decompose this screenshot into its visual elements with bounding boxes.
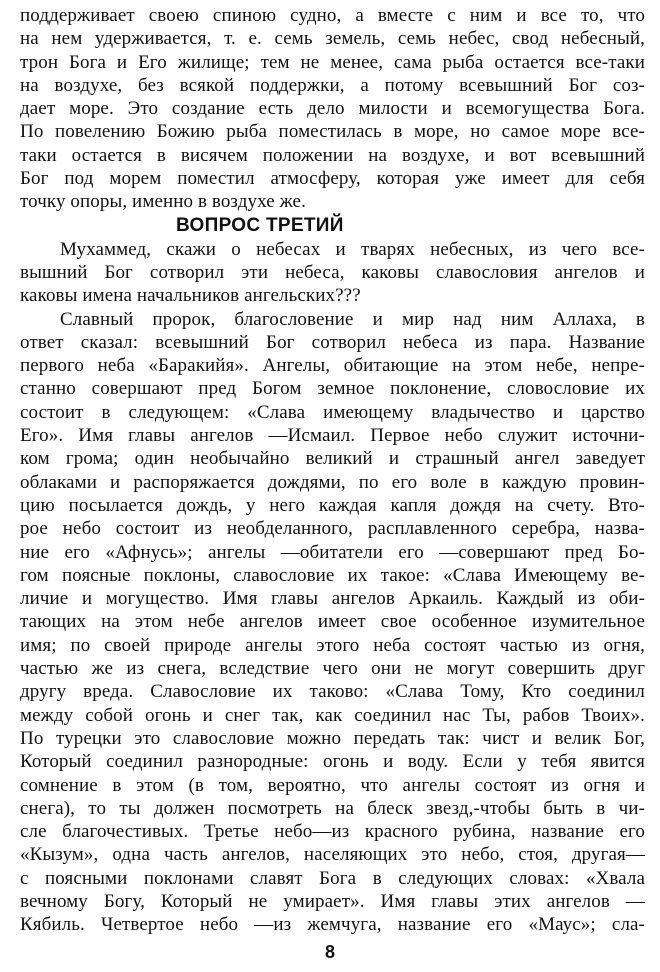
text-line: на воздухе, без всякой поддержки, а потому всевышний Бог соз- (20, 74, 645, 96)
text-line: вышний Бог сотворил эти небеса, каковы славословия ангелов и (20, 261, 645, 283)
text-line: личие и могущество. Имя главы ангелов Аркаиль. Каждый из оби- (20, 588, 645, 610)
text-line: имя; по своей природе ангелы этого неба состоят частью из огня, (20, 634, 645, 656)
page-text (20, 4, 645, 937)
text-line: точку опоры, именно в воздухе же. (20, 191, 306, 213)
text-line: частью же из снега, вследствие чего они не могут совершить друг (20, 658, 645, 680)
text-line: состоит в следующем: «Слава имеющему владычество и царство (20, 401, 645, 423)
text-line: с поясными поклонами славят Бога в следующих словах: «Хвала (20, 867, 645, 889)
text-line: Кябиль. Четвертое небо —из жемчуга, название его «Маус»; сла- (20, 914, 645, 936)
text-line: первого неба «Баракийя». Ангелы, обитающие на этом небе, непре- (20, 355, 645, 377)
text-line: другу вреда. Славословие их таково: «Слава Тому, Кто соединил (20, 681, 645, 703)
text-line: Славный пророк, благословение и мир над ним Аллаха, в (60, 308, 645, 330)
text-line: поддерживает своею спиною судно, а вместе с ним и все то, что (20, 5, 645, 26)
text-line: трон Бога и Его жилище; тем не менее, сама рыба остается все-таки (20, 51, 645, 73)
page-number: 8 (324, 942, 335, 962)
text-line: рое небо состоит из необделанного, расплавленного серебра, назва- (20, 518, 645, 540)
text-line: станно совершают пред Богом земное поклонение, словословие их (20, 378, 645, 400)
text-line: на нем удерживается, т. е. семь земель, семь небес, свод небесный, (20, 28, 645, 50)
text-line: Мухаммед, скажи о небесах и тварях небесных, из чего все- (60, 238, 645, 260)
text-line: ком грома; один необычайно великий и страшный ангел заведует (20, 448, 645, 470)
text-line: дает море. Это создание есть дело милости и всемогущества Бога. (20, 98, 645, 120)
text-line: таки остается в висячем положении на воздухе, и вот всевышний (20, 144, 645, 166)
text-line: ние его «Афнусь»; ангелы —обитатели его —совершают пред Бо- (20, 541, 645, 563)
section-heading: ВОПРОС ТРЕТИЙ (176, 214, 344, 236)
text-line: «Кызум», одна часть ангелов, населяющих это небо, стоя, другая— (20, 844, 645, 866)
text-line: вечному Богу, Который не умирает». Имя главы этих ангелов — (20, 890, 645, 912)
text-line: цию посылается дождь, у него каждая капля дождя на счету. Вто- (20, 494, 645, 516)
text-line: По повелению Божию рыба поместилась в море, но самое море все- (20, 121, 645, 143)
paragraph-3 (20, 308, 645, 937)
text-line: сле благочестивых. Третье небо—из красного рубина, название его (20, 821, 645, 843)
text-line: снега), то ты должен посмотреть на блеск звезд,-чтобы быть в чи- (20, 797, 645, 819)
text-line: ответ сказал: всевышний Бог сотворил небеса из пара. Название (20, 331, 645, 353)
text-line: Который соединил разнородные: огонь и воду. Если у тебя явится (20, 751, 645, 773)
text-line: По турецки это славословие можно передать так: чист и велик Бог, (20, 727, 645, 749)
paragraph-2 (20, 238, 645, 308)
text-line: между собой огонь и снег так, как соединил нас Ты, рабов Твоих». (20, 704, 645, 726)
text-line: гом поясные поклоны, славословие их такое: «Слава Имеющему ве- (20, 564, 645, 586)
paragraph-1 (20, 4, 645, 214)
text-line: тающих на этом небе ангелов имеет свое особенное изумительное (20, 611, 645, 633)
text-line: каковы имена начальников ангельских??? (20, 285, 361, 307)
text-line: облаками и распоряжается дождями, по его воле в каждую провин- (20, 471, 645, 493)
text-line: Бог под морем поместил атмосферу, которая уже имеет для себя (20, 168, 645, 190)
text-line: Его». Имя главы ангелов —Исмаил. Первое небо служит источни- (20, 425, 645, 447)
text-line: сомнение в этом (в том, вероятно, что ангелы состоят из огня и (20, 774, 645, 796)
